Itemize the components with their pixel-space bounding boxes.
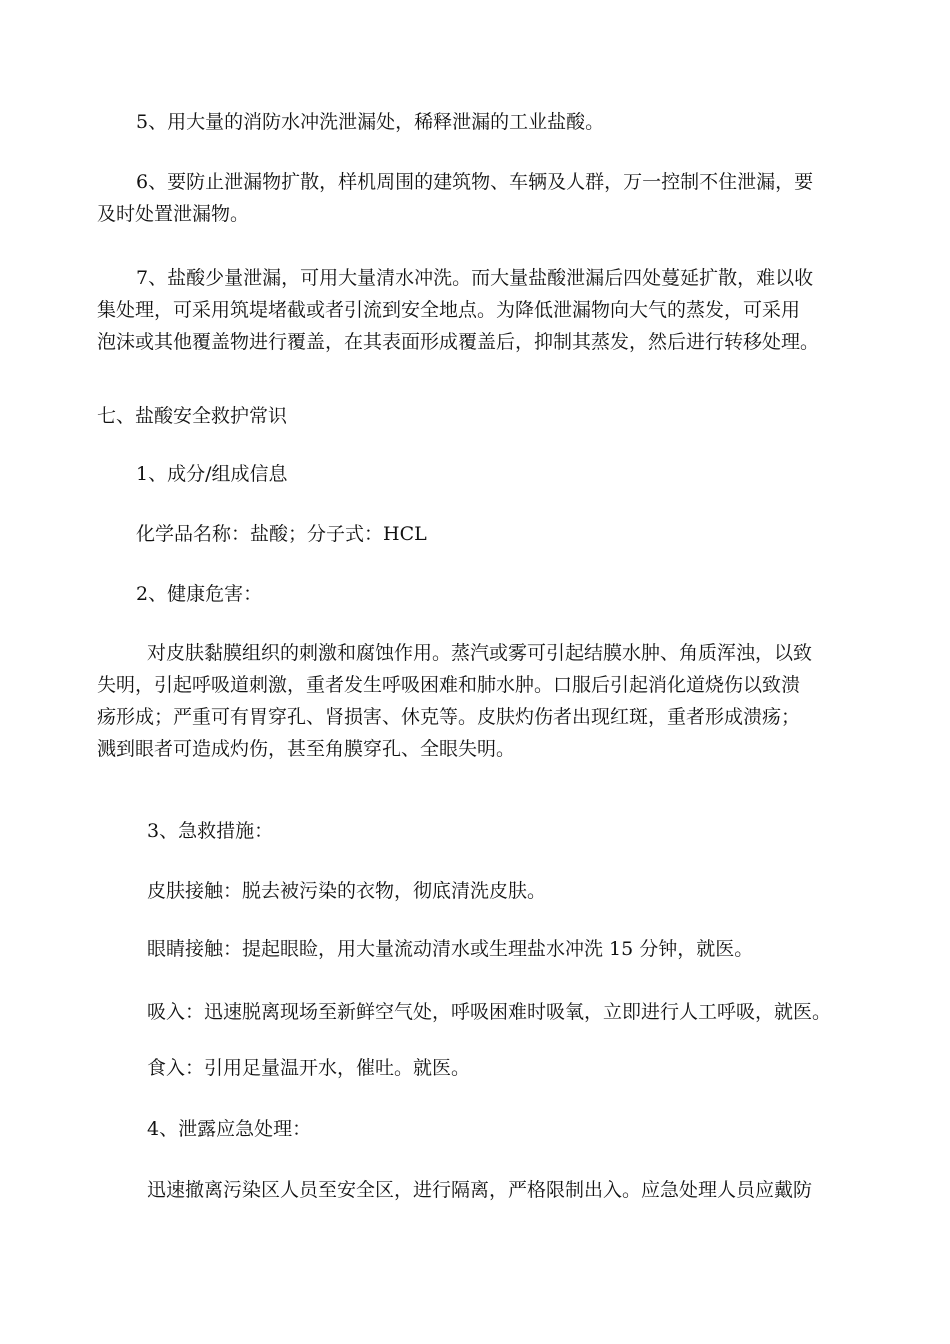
text-line: 集处理，可采用筑堤堵截或者引流到安全地点。为降低泄漏物向大气的蒸发，可采用: [97, 299, 801, 321]
text-line: 及时处置泄漏物。: [97, 203, 250, 225]
text-line: 泡沫或其他覆盖物进行覆盖，在其表面形成覆盖后，抑制其蒸发，然后进行转移处理。: [97, 331, 820, 353]
first-aid-skin: 皮肤接触：脱去被污染的衣物，彻底清洗皮肤。: [147, 880, 547, 902]
health-hazard-paragraph: [97, 637, 812, 765]
first-aid-eye: 眼睛接触：提起眼睑，用大量流动清水或生理盐水冲洗 15 分钟，就医。: [147, 938, 754, 960]
text-line: 疡形成；严重可有胃穿孔、肾损害、休克等。皮肤灼伤者出现红斑，重者形成溃疡；: [97, 706, 801, 728]
subsection-heading-leak: 4、泄露应急处理：: [147, 1118, 312, 1140]
text-line: 对皮肤黏膜组织的刺激和腐蚀作用。蒸汽或雾可引起结膜水肿、角质浑浊，以致: [147, 642, 813, 664]
paragraph-item-5: 5、用大量的消防水冲洗泄漏处，稀释泄漏的工业盐酸。: [136, 111, 605, 133]
first-aid-inhale: 吸入：迅速脱离现场至新鲜空气处，呼吸困难时吸氧，立即进行人工呼吸，就医。: [147, 1001, 832, 1023]
paragraph-item-7: [97, 262, 819, 358]
text-line: 6、要防止泄漏物扩散，样机周围的建筑物、车辆及人群，万一控制不住泄漏，要: [136, 171, 814, 193]
subsection-heading-health: 2、健康危害：: [136, 583, 263, 605]
text-line: 溅到眼者可造成灼伤，甚至角膜穿孔、全眼失明。: [97, 738, 516, 760]
leak-response-paragraph: 迅速撤离污染区人员至安全区，进行隔离，严格限制出入。应急处理人员应戴防: [147, 1179, 813, 1201]
subsection-heading-first-aid: 3、急救措施：: [147, 820, 274, 842]
subsection-heading-composition: 1、成分/组成信息: [136, 463, 288, 485]
paragraph-item-6: [97, 166, 813, 230]
chemical-name-line: 化学品名称：盐酸；分子式：HCL: [136, 523, 427, 545]
text-line: 7、盐酸少量泄漏，可用大量清水冲洗。而大量盐酸泄漏后四处蔓延扩散，难以收: [136, 267, 814, 289]
section-heading: 七、盐酸安全救护常识: [97, 405, 288, 427]
first-aid-ingest: 食入：引用足量温开水，催吐。就医。: [147, 1057, 471, 1079]
text-line: 失明，引起呼吸道刺激，重者发生呼吸困难和肺水肿。口服后引起消化道烧伤以致溃: [97, 674, 801, 696]
